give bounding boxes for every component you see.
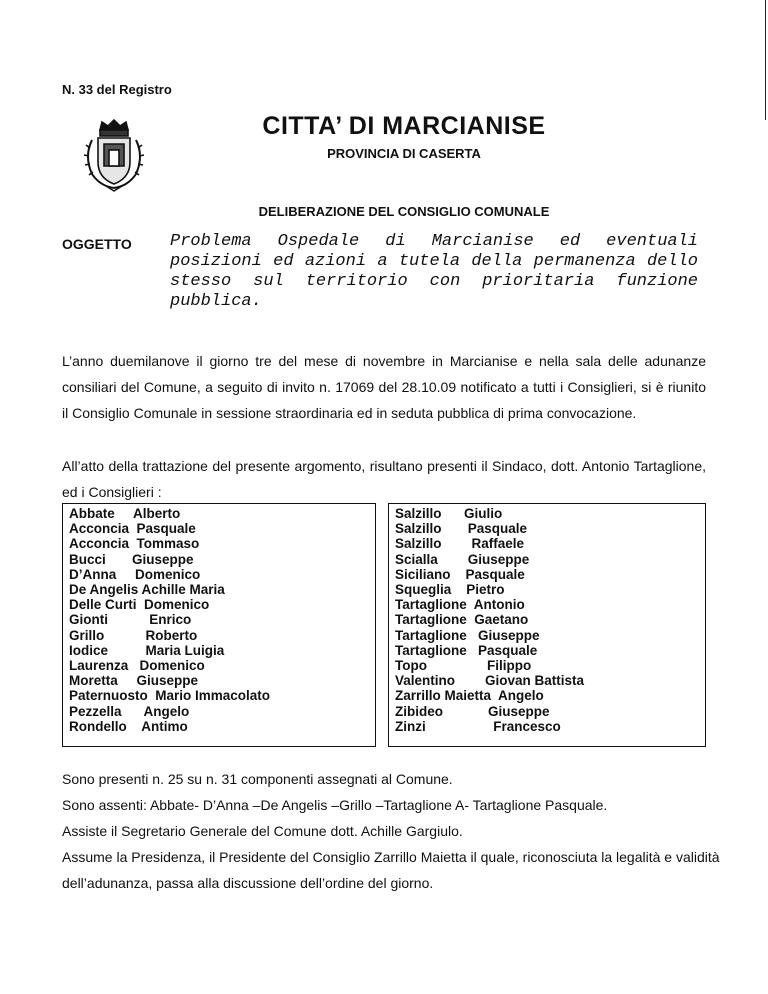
councillor-row: Salzillo Pasquale (395, 521, 528, 537)
presidency-paragraph: Assume la Presidenza, il Presidente del Consiglio Zarrillo Maietta il quale, riconosciuta la legalità e validità dell’adunanza, passa alla discussione dell’ordine del giorno. (62, 849, 720, 891)
councillor-row: Topo Filippo (395, 658, 532, 674)
councillor-row: Acconcia Tommaso (69, 536, 200, 552)
councillor-row: Valentino Giovan Battista (395, 673, 585, 689)
councillor-row: Zarrillo Maietta Angelo (395, 688, 544, 704)
councillor-row: Paternuosto Mario Immacolato (69, 688, 271, 704)
councillor-row: Abbate Alberto (69, 506, 181, 521)
councillor-row: Laurenza Domenico (69, 658, 205, 674)
councillor-row: Iodice Maria Luigia (69, 642, 225, 658)
councillor-row: Tartaglione Gaetano (395, 612, 529, 628)
intro-paragraph: L’anno duemilanove il giorno tre del mese di novembre in Marcianise e nella sala delle adunanze consiliari del Comune, a seguito di invito n. 17069 del 28.10.09 notificato a tutti i Consiglieri, si è riunito il Consiglio Comunale in sessione straordinaria ed in seduta pubblica di prima convocazione. (62, 353, 706, 421)
councillors-column-left (62, 503, 376, 747)
councillor-row: Acconcia Pasquale (69, 521, 196, 537)
councillor-row: Tartaglione Antonio (395, 597, 525, 613)
councillor-row: D’Anna Domenico (69, 566, 201, 582)
city-name: CITTA’ DI MARCIANISE (262, 112, 546, 140)
councillor-row: Squeglia Pietro (395, 582, 505, 598)
deliberation-title: DELIBERAZIONE DEL CONSIGLIO COMUNALE (258, 204, 550, 219)
councillor-row: Zibideo Giuseppe (395, 703, 550, 719)
registry-number: N. 33 del Registro (62, 82, 172, 97)
city-heading (0, 112, 768, 161)
councillors-column-right (388, 503, 706, 747)
scan-edge-line (765, 0, 766, 120)
councillor-row: Gionti Enrico (69, 612, 192, 628)
attendance-paragraph: All’atto della trattazione del presente argomento, risultano presenti il Sindaco, dott. Antonio Tartaglione, ed i Consiglieri : (62, 458, 706, 500)
councillor-row: Scialla Giuseppe (395, 551, 530, 567)
councillor-row: Rondello Antimo (69, 718, 188, 734)
subject-label: OGGETTO (62, 236, 132, 252)
councillor-row: Pezzella Angelo (69, 703, 190, 719)
councillor-row: Siciliano Pasquale (395, 566, 525, 582)
councillor-row: Tartaglione Giuseppe (395, 627, 540, 643)
absent-list: Sono assenti: Abbate- D’Anna –De Angelis –Grillo –Tartaglione A- Tartaglione Pasquale. (62, 797, 608, 813)
councillor-row: Salzillo Raffaele (395, 536, 525, 552)
subject-text: Problema Ospedale di Marcianise ed eventuali posizioni ed azioni a tutela della permanenza dello stesso sul territorio con prioritaria funzione pubblica. (170, 232, 698, 311)
councillor-row: Moretta Giuseppe (69, 673, 199, 689)
councillor-row: Zinzi Francesco (395, 718, 561, 734)
present-count: Sono presenti n. 25 su n. 31 componenti assegnati al Comune. (62, 771, 453, 787)
councillor-row: De Angelis Achille Maria (69, 582, 225, 598)
councillors-table (62, 503, 706, 747)
councillor-row: Grillo Roberto (69, 627, 198, 643)
secretary-line: Assiste il Segretario Generale del Comune dott. Achille Gargiulo. (62, 823, 463, 839)
councillor-row: Tartaglione Pasquale (395, 642, 538, 658)
councillor-row: Bucci Giuseppe (69, 551, 194, 567)
councillor-row: Salzillo Giulio (395, 506, 503, 521)
councillor-row: Delle Curti Domenico (69, 597, 210, 613)
province-name: PROVINCIA DI CASERTA (327, 146, 481, 161)
